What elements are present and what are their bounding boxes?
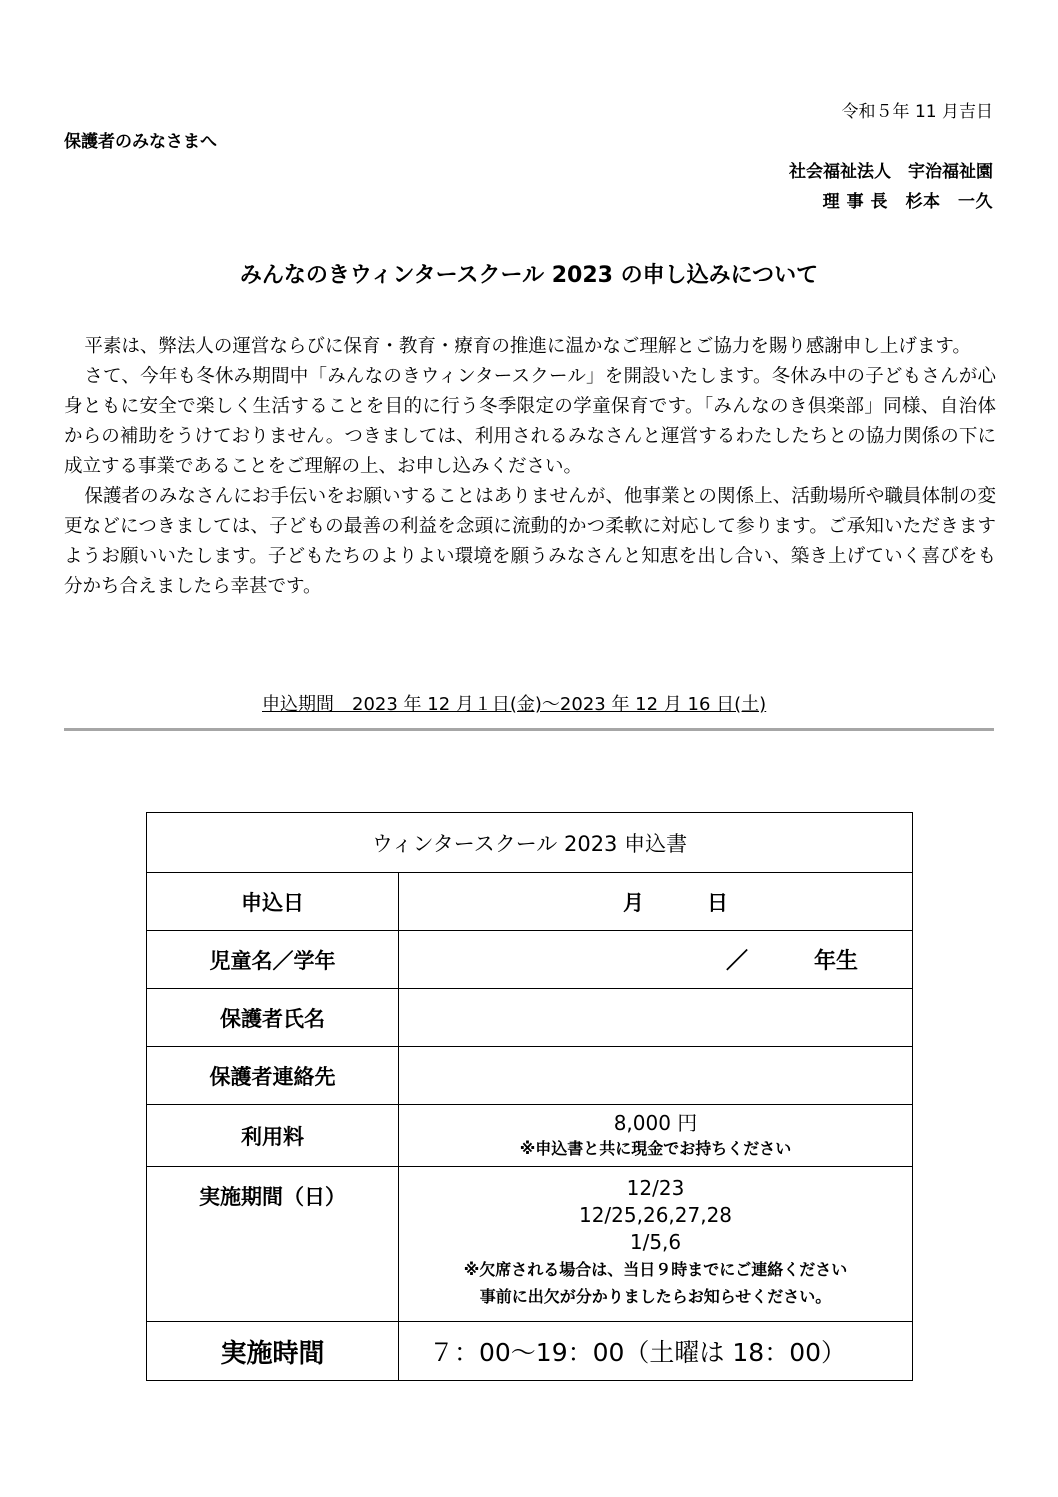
guardian-contact-label: 保護者連絡先 [147,1047,399,1105]
chairman-name: 理 事 長 杉本 一久 [822,192,993,212]
dates-label: 実施期間（日） [147,1167,399,1322]
addressee: 保護者のみなさまへ [64,132,217,152]
hours-value: ７：00～19：00（土曜は 18：00） [399,1322,913,1381]
fee-label: 利用料 [147,1105,399,1167]
hours-label: 実施時間 [147,1322,399,1381]
dates-line: 12/23 [626,1175,685,1200]
application-form-table [146,812,913,1381]
organization-name: 社会福祉法人 宇治福祉園 [789,162,993,182]
paragraph: さて、今年も冬休み期間中「みんなのきウィンタースクール」を開設いたします。冬休み中の子どもさんが心身ともに安全で楽しく生活することを目的に行う冬季限定の学童保育です。「みんなのき倶楽部」同様、自治体からの補助をうけておりません。つきましては、利用されるみなさんと運営するわたしたちとの協力関係の下に成立する事業であることをご理解の上、お申し込みください。 [64,366,996,477]
child-label: 児童名／学年 [147,931,399,989]
attendance-note: 事前に出欠が分かりましたらお知らせください。 [479,1286,832,1306]
fee-cell [399,1105,913,1167]
child-value: ／ 年生 [725,949,858,974]
paragraph: 保護者のみなさんにお手伝いをお願いすることはありませんが、他事業との関係上、活動場所や職員体制の変更などにつきましては、子どもの最善の利益を念頭に流動的かつ柔軟に対応して参ります。ご承知いただきますようお願いいたします。子どもたちのよりよい環境を願うみなさんと知恵を出し合い、築き上げていく喜びをも分かち合えましたら幸甚です。 [64,486,996,597]
fee-amount: 8,000 円 [613,1110,698,1135]
apply-date-value: 月 日 [623,890,728,915]
document-title: みんなのきウィンタースクール 2023 の申し込みについて [239,263,819,288]
guardian-contact-field[interactable] [399,1047,913,1105]
apply-date-field[interactable] [399,873,913,931]
letter-body [64,332,996,602]
divider [64,728,994,731]
apply-date-label: 申込日 [147,873,399,931]
form-title: ウィンタースクール 2023 申込書 [147,813,913,873]
paragraph: 平素は、弊法人の運営ならびに保育・教育・療育の推進に温かなご理解とご協力を賜り感謝申し上げます。 [84,336,971,357]
child-field[interactable] [399,931,913,989]
guardian-name-label: 保護者氏名 [147,989,399,1047]
fee-note: ※申込書と共に現金でお持ちください [519,1138,792,1158]
dates-cell [399,1167,913,1322]
document-date: 令和５年 11 月吉日 [841,102,993,122]
application-period: 申込期間 2023 年 12 月１日(金)～2023 年 12 月 16 日(土) [262,694,767,715]
dates-line: 1/5,6 [629,1229,682,1254]
absence-note: ※欠席される場合は、当日９時までにご連絡ください [463,1259,848,1279]
dates-line: 12/25,26,27,28 [578,1202,733,1227]
guardian-name-field[interactable] [399,989,913,1047]
